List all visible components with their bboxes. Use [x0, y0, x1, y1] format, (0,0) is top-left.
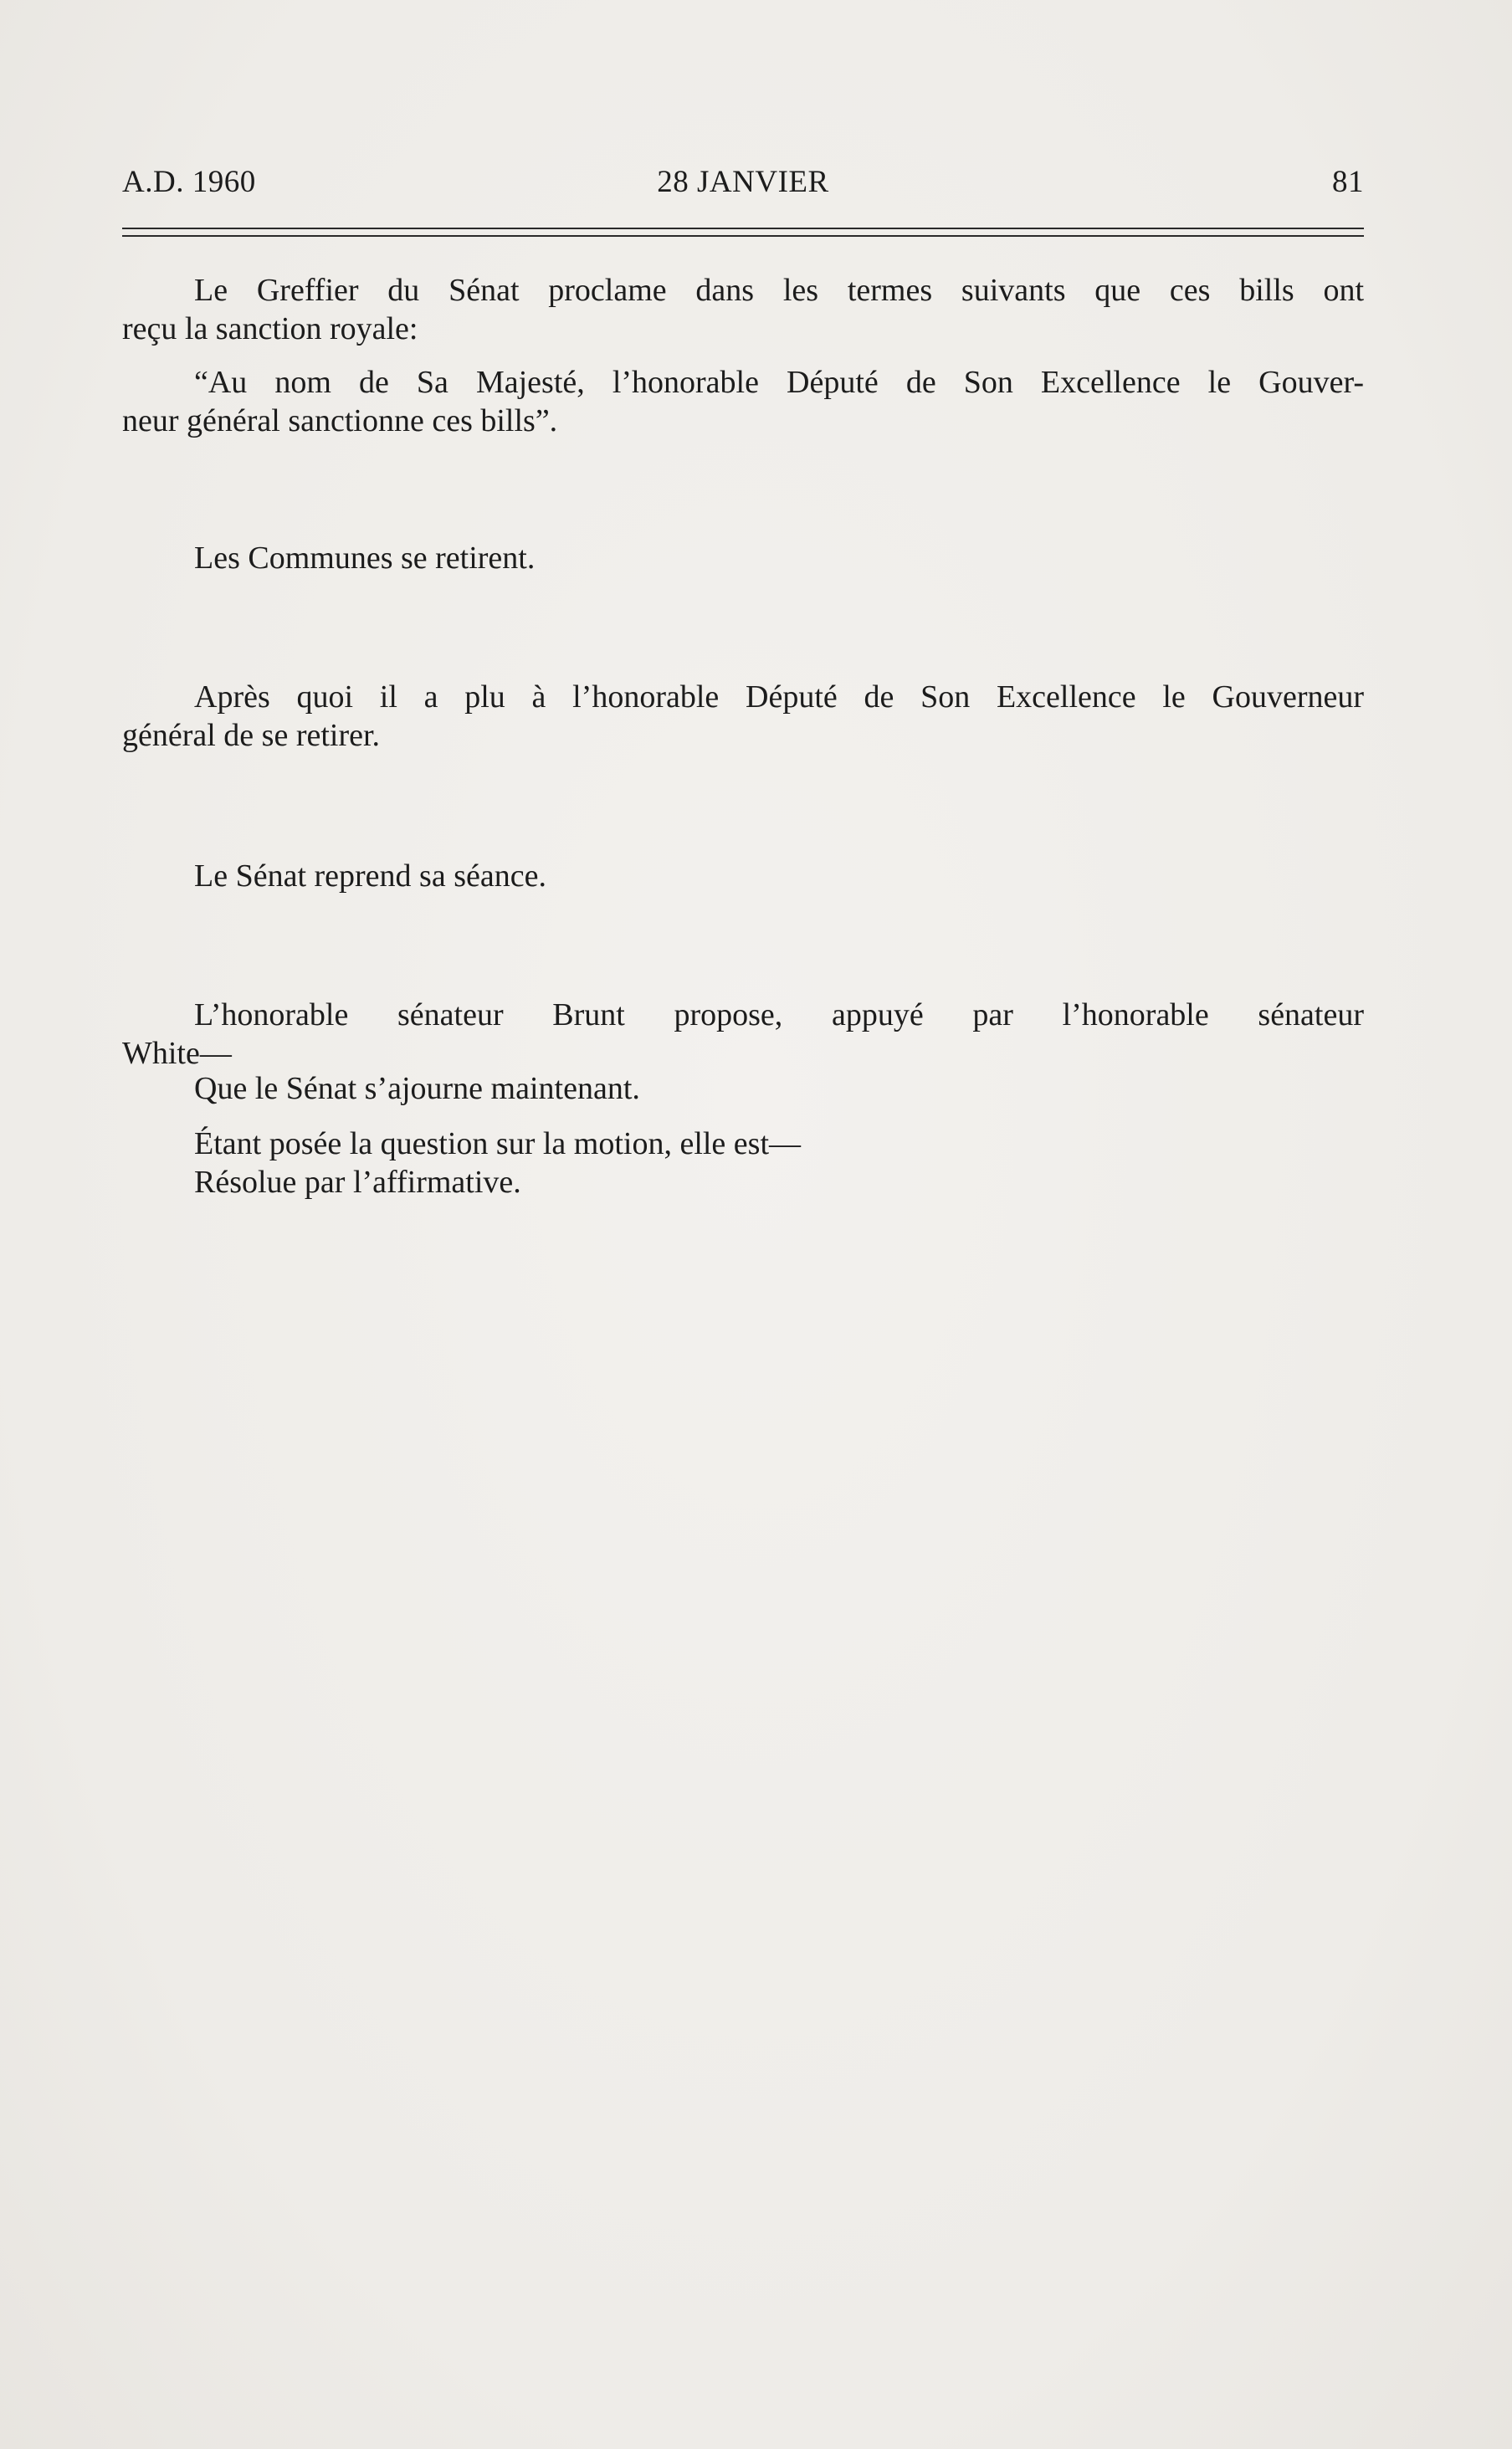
text-line: reçu la sanction royale:	[122, 311, 418, 346]
header-rule-top	[122, 228, 1364, 229]
paragraph-motion-text	[122, 1069, 1364, 1108]
paragraph-commons-withdraw	[122, 539, 1364, 577]
paragraph-deputy-withdraw	[122, 678, 1364, 755]
text-line: Que le Sénat s’ajourne maintenant.	[194, 1071, 640, 1106]
text-line: Étant posée la question sur la motion, elle est—	[194, 1126, 802, 1161]
paragraph-resolved	[122, 1163, 1364, 1201]
text-line: général de se retirer.	[122, 718, 381, 753]
header-rule-bottom	[122, 235, 1364, 237]
text-line: Résolue par l’affirmative.	[194, 1165, 521, 1200]
text-line: L’honorable sénateur Brunt propose, appuyé par l’honorable sénateur	[194, 997, 1364, 1032]
text-line: Après quoi il a plu à l’honorable Député de Son Excellence le Gouverneur	[194, 679, 1364, 715]
paragraph-royal-assent-quote	[122, 363, 1364, 440]
text-line: “Au nom de Sa Majesté, l’honorable Député de Son Excellence le Gouver-	[194, 365, 1364, 400]
text-line: Les Communes se retirent.	[194, 541, 536, 576]
text-line: Le Sénat reprend sa séance.	[194, 858, 546, 894]
running-header	[122, 164, 1364, 206]
paragraph-motion	[122, 996, 1364, 1073]
paragraph-question-put	[122, 1125, 1364, 1163]
paragraph-royal-assent-proclamation	[122, 271, 1364, 348]
text-line: White—	[122, 1036, 232, 1071]
page-number: 81	[1332, 165, 1364, 199]
text-line: neur général sanctionne ces bills”.	[122, 403, 558, 438]
header-year: A.D. 1960	[122, 165, 256, 199]
paragraph-senate-resumes	[122, 857, 1364, 895]
header-date: 28 JANVIER	[657, 165, 829, 199]
text-line: Le Greffier du Sénat proclame dans les termes suivants que ces bills ont	[194, 273, 1364, 308]
